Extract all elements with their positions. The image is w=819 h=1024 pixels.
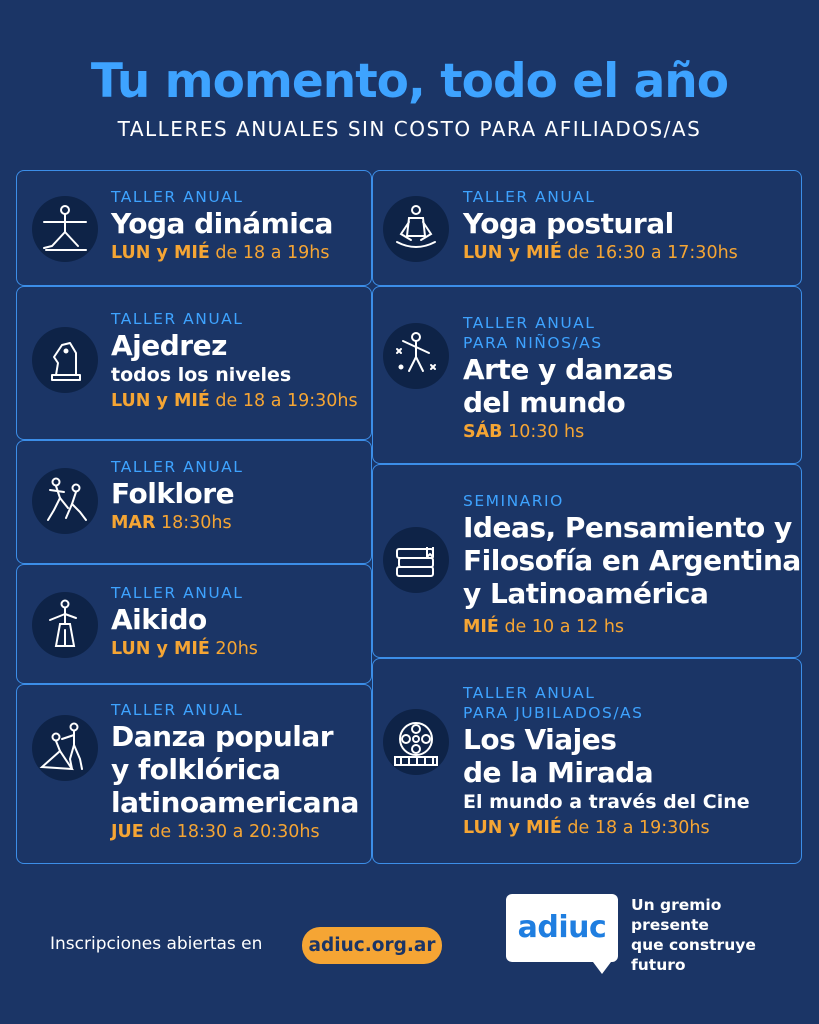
card-ajedrez xyxy=(16,286,372,440)
card-title-line: Ideas, Pensamiento y xyxy=(463,511,792,544)
card-title-line: de la Mirada xyxy=(463,756,654,789)
card-schedule: LUN y MIÉ de 18 a 19:30hs xyxy=(463,818,710,838)
card-yoga-dinamica xyxy=(16,170,372,286)
card-subtitle: todos los niveles xyxy=(111,364,292,386)
registration-text: Inscripciones abiertas en xyxy=(50,934,263,954)
card-label: SEMINARIO xyxy=(463,492,564,510)
page-subtitle: TALLERES ANUALES SIN COSTO PARA AFILIADOS/AS xyxy=(117,117,702,141)
card-title: Yoga postural xyxy=(463,207,674,240)
card-schedule: SÁB 10:30 hs xyxy=(463,422,585,442)
folk-dancers-icon xyxy=(32,468,98,534)
card-label: TALLER ANUAL xyxy=(111,584,244,602)
tagline-line: presente xyxy=(631,916,709,934)
aikido-icon xyxy=(32,592,98,658)
logo-text: adiuc xyxy=(517,910,607,945)
film-reel-icon xyxy=(383,709,449,775)
card-title-line: Filosofía en Argentina xyxy=(463,544,801,577)
card-schedule: LUN y MIÉ de 18 a 19:30hs xyxy=(111,391,358,411)
card-schedule: LUN y MIÉ de 18 a 19hs xyxy=(111,243,330,263)
card-label: TALLER ANUAL xyxy=(111,310,244,328)
card-label: TALLER ANUAL xyxy=(111,188,244,206)
yoga-lotus-icon xyxy=(383,196,449,262)
card-label: TALLER ANUAL xyxy=(111,458,244,476)
card-schedule: LUN y MIÉ 20hs xyxy=(111,639,258,659)
card-label: TALLER ANUAL xyxy=(111,701,244,719)
logo-speech-tail xyxy=(590,958,614,974)
website-link[interactable]: adiuc.org.ar xyxy=(302,927,442,964)
chess-knight-icon xyxy=(32,327,98,393)
card-audience: PARA JUBILADOS/AS xyxy=(463,704,644,722)
card-viajes-mirada xyxy=(372,658,802,864)
card-title-line: Arte y danzas xyxy=(463,353,673,386)
card-title-line: y folklórica xyxy=(111,753,281,786)
tagline xyxy=(631,895,756,975)
card-title-line: Danza popular xyxy=(111,720,334,753)
card-folklore xyxy=(16,440,372,564)
card-aikido xyxy=(16,564,372,684)
card-title-line: latinoamericana xyxy=(111,786,359,819)
card-label: TALLER ANUAL xyxy=(463,314,596,332)
card-schedule: LUN y MIÉ de 16:30 a 17:30hs xyxy=(463,243,738,263)
card-label: TALLER ANUAL xyxy=(463,684,596,702)
card-title-line: del mundo xyxy=(463,386,626,419)
card-label: TALLER ANUAL xyxy=(463,188,596,206)
card-audience: PARA NIÑOS/AS xyxy=(463,334,603,352)
card-title: Folklore xyxy=(111,477,235,510)
card-schedule: MAR 18:30hs xyxy=(111,513,232,533)
tagline-line: Un gremio xyxy=(631,896,722,914)
card-title-line: y Latinoamérica xyxy=(463,577,709,610)
tagline-line: que construye xyxy=(631,936,756,954)
tagline-line: futuro xyxy=(631,956,686,974)
page-title: Tu momento, todo el año xyxy=(90,54,729,109)
card-arte-danzas xyxy=(372,286,802,464)
card-schedule: MIÉ de 10 a 12 hs xyxy=(463,617,625,637)
yoga-warrior-icon xyxy=(32,196,98,262)
books-icon xyxy=(383,527,449,593)
card-yoga-postural xyxy=(372,170,802,286)
card-subtitle: El mundo a través del Cine xyxy=(463,791,750,813)
dance-couple-icon xyxy=(32,715,98,781)
card-title: Aikido xyxy=(111,603,207,636)
card-title: Ajedrez xyxy=(111,329,227,362)
card-danza-popular xyxy=(16,684,372,864)
card-schedule: JUE de 18:30 a 20:30hs xyxy=(111,822,320,842)
card-title-line: Los Viajes xyxy=(463,723,617,756)
card-ideas-pensamiento xyxy=(372,464,802,658)
card-title: Yoga dinámica xyxy=(111,207,333,240)
child-dance-icon xyxy=(383,323,449,389)
